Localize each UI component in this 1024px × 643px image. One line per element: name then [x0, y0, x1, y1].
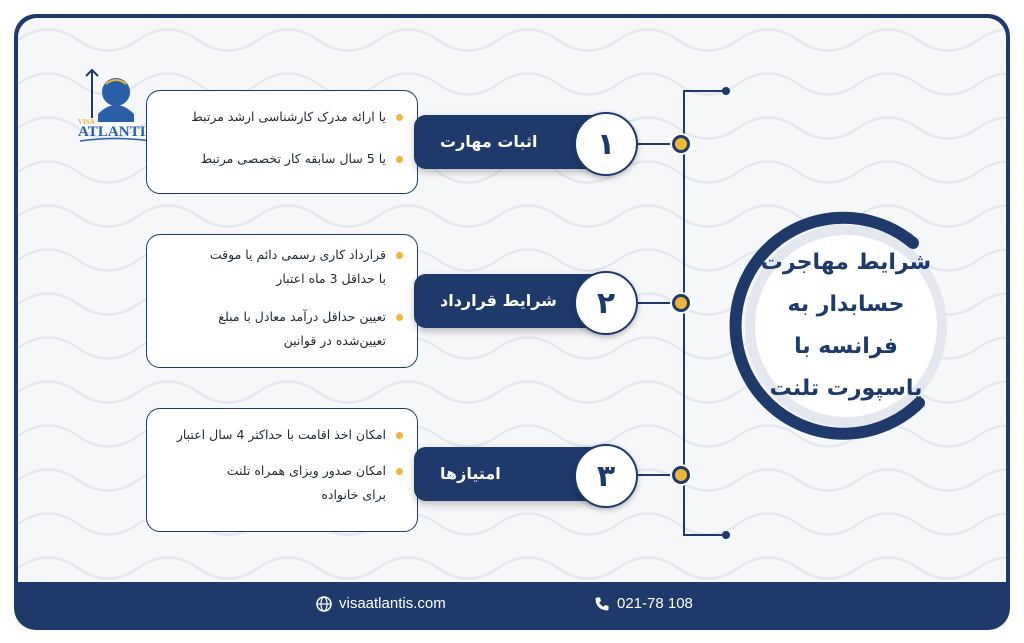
timeline-top-dot [722, 87, 730, 95]
website-link[interactable]: visaatlantis.com [339, 595, 446, 612]
step-3-title: امتیازها [440, 464, 501, 483]
footer-bar [14, 582, 1010, 630]
step-3-bullet-2: امکان صدور ویزای همراه تلنت برای خانواده [167, 459, 403, 507]
main-title-line-4: پاسپورت تلنت [769, 376, 923, 401]
step-3-node [672, 466, 690, 484]
step-2-bullet-1: قرارداد کاری رسمی دائم یا موقت با حداقل 3 ماه اعتبار [167, 243, 403, 291]
svg-text:VISA: VISA [78, 118, 95, 126]
bullet-dot [396, 432, 403, 439]
timeline-bottom-cap [683, 534, 725, 536]
bullet-dot [396, 156, 403, 163]
step-2-number: ۲ [574, 271, 638, 335]
step-1-bullet-2: یا 5 سال سابقه کار تخصصی مرتبط [167, 147, 403, 171]
timeline-bottom-dot [722, 531, 730, 539]
main-title-line-3: فرانسه با [794, 334, 898, 359]
phone-number[interactable]: 021-78 108 [617, 595, 693, 612]
step-1-bullet-1: یا ارائه مدرک کارشناسی ارشد مرتبط [167, 105, 403, 129]
bullet-dot [396, 314, 403, 321]
step-1-number: ۱ [574, 112, 638, 176]
footer-phone[interactable] [594, 595, 693, 612]
main-title [758, 238, 934, 414]
bullet-dot [396, 252, 403, 259]
svg-text:ATLANTIS: ATLANTI [78, 124, 146, 140]
bullet-dot [396, 468, 403, 475]
main-title-line-2: حسابدار به [787, 292, 905, 317]
timeline-top-cap [683, 90, 725, 92]
step-2-node [672, 294, 690, 312]
step-3-bullet-1: امکان اخذ اقامت با حداکثر 4 سال اعتبار [167, 423, 403, 447]
step-2-bullet-2: تعیین حداقل درآمد معادل با مبلغ تعیین‌شده در قوانین [167, 305, 403, 353]
step-2-title: شرایط قرارداد [440, 291, 557, 310]
step-3-card [146, 408, 418, 532]
main-title-line-1: شرایط مهاجرت [760, 250, 932, 275]
infographic-frame [14, 14, 1010, 630]
footer-website[interactable] [316, 595, 446, 612]
step-1-title: اثبات مهارت [440, 132, 538, 151]
step-1-card [146, 90, 418, 194]
bullet-dot [396, 114, 403, 121]
content-panel [18, 18, 1006, 582]
logo [76, 66, 156, 146]
phone-icon [594, 596, 610, 612]
globe-icon [316, 596, 332, 612]
step-3-number: ۳ [574, 444, 638, 508]
step-1-node [672, 135, 690, 153]
step-2-card [146, 234, 418, 368]
poseidon-icon [86, 70, 134, 122]
